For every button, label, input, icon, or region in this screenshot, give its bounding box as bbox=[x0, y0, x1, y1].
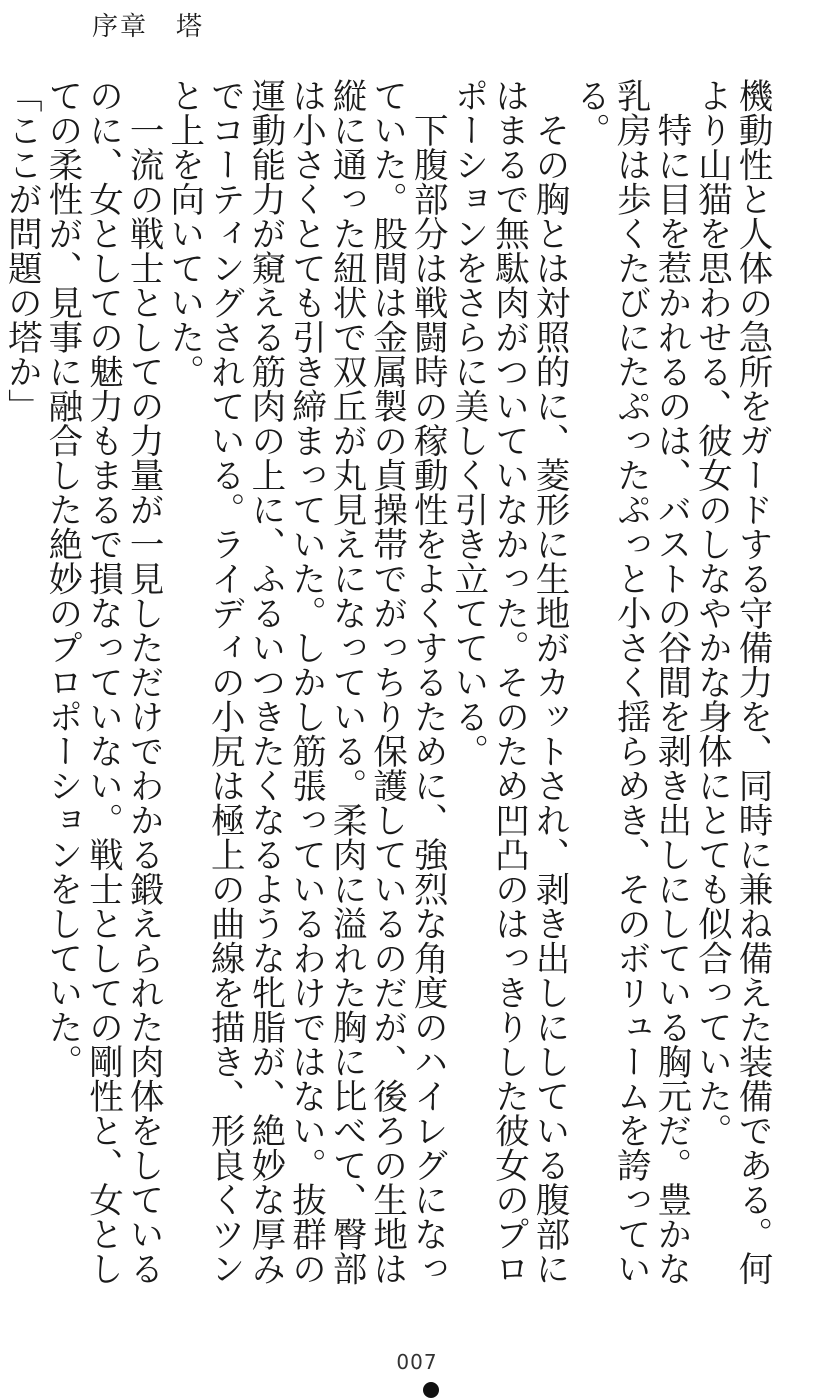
running-head: 序章 塔 bbox=[92, 12, 205, 42]
body-text bbox=[1, 78, 772, 1318]
paragraph: 特に目を惹かれるのは、バストの谷間を剥き出しにしている胸元だ。豊かな乳房は歩くたびにたぷったぷっと小さく揺らめき、そのボリュームを誇っている。 bbox=[569, 78, 691, 1286]
page-number: 007 bbox=[396, 1350, 438, 1374]
paragraph: 一流の戦士としての力量が一見しただけでわかる鍛えられた肉体をしているのに、女としての魅力もまるで損なっていない。戦士としての剛性と、女としての柔性が、見事に融合した絶妙のプロポーションをしていた。 bbox=[41, 78, 164, 1286]
paragraph: 機動性と人体の急所をガードする守備力を、同時に兼ね備えた装備である。何より山猫を思わせる、彼女のしなやかな身体にとても似合っていた。 bbox=[691, 78, 772, 1286]
paragraph: その胸とは対照的に、菱形に生地がカットされ、剥き出しにしている腹部にはまるで無駄肉がついていなかった。そのため凹凸のはっきりした彼女のプロポーションをさらに美しく引き立てている。 bbox=[447, 78, 570, 1286]
dialogue-line: 「ここが問題の塔か」 bbox=[1, 78, 42, 423]
page-marker-dot bbox=[423, 1382, 439, 1398]
paragraph: 下腹部分は戦闘時の稼動性をよくするために、強烈な角度のハイレグになっていた。股間は金属製の貞操帯でがっちり保護しているのだが、後ろの生地は縦に通った紐状で双丘が丸見えになっている。柔肉に溢れた胸に比べて、臀部は小さくとても引き締まっていた。しかし筋張っているわけではない。抜群の運動能力が窺える筋肉の上に、ふるいつきたくなるような牝脂が、絶妙な厚みでコーティングされている。ライディの小尻は極上の曲線を描き、形良くツンと上を向いていた。 bbox=[163, 78, 448, 1286]
